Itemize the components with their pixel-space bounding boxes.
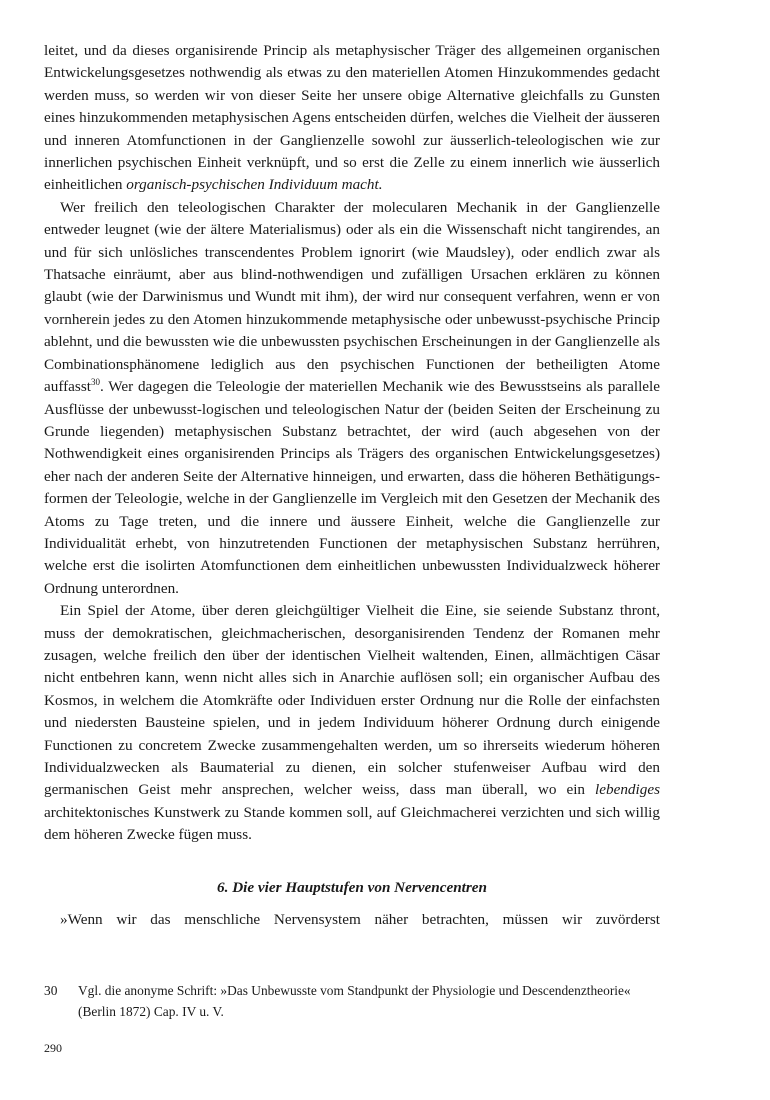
- footnote: [44, 980, 660, 1022]
- footnote-number: 30: [44, 983, 58, 998]
- paragraph-1: [44, 40, 660, 197]
- paragraph-2-text-b: . Wer dagegen die Teleologie der materiellen Mechanik wie des Bewusstseins als parallele Ausflüsse der unbewusst-logischen und teleologischen Natur der (beiden Seiten der Erscheinung zu Grunde liegenden) metaphysischen Substanz betrachtet, der wird (auch abgesehen von der Nothwendigkeit eines organisirenden Princips als Trägers des organischen Entwickelungsgesetzes) eher nach der anderen Seite der Alternative hinneigen, und erwarten, dass die höheren Bethätigungsformen der Teleologie, welche in der Ganglienzelle im Vergleich mit den Gesetzen der Mechanik des Atoms zu Tage treten, und die innere und äussere Einheit, welche die Ganglienzelle zur Individualität erhebt, von hinzutretenden Functionen der metaphysischen Substanz herrühren, welche erst die isolirten Atomfunctionen dem einheitlichen unbewussten Individualzweck höherer Ordnung unterordnen.: [44, 378, 660, 597]
- paragraph-3-text-b: architektonisches Kunstwerk zu Stande kommen soll, auf Gleichmacherei verzichten und sich willig dem höheren Zwecke fügen muss.: [44, 803, 660, 844]
- paragraph-2: [44, 197, 660, 600]
- section-heading: 6. Die vier Hauptstufen von Nervencentren: [217, 878, 487, 896]
- paragraph-3: [44, 600, 660, 846]
- page-body: [44, 40, 660, 931]
- footnote-reference[interactable]: 30: [90, 377, 100, 388]
- paragraph-3-emphasis: lebendiges: [595, 781, 660, 799]
- paragraph-1-text: leitet, und da dieses organisirende Princip als metaphysischer Träger des allgemeinen organischen Entwickelungsgesetzes nothwendig als etwas zu den materiellen Atomen Hinzukommendes gedacht werden muss, so werden wir von dieser Seite her unsere obige Alternative gleichfalls zu Gunsten eines hinzukommenden metaphysischen Agens entscheiden dürfen, welches die Vielheit der äusseren und inneren Atomfunctionen in der Ganglienzelle sowohl zur äusserlich-teleologischen wie zur innerlichen psychischen Einheit verknüpft, und so erst die Zelle zu einem innerlich wie äusserlich einheitlichen: [44, 42, 660, 194]
- paragraph-1-emphasis: organisch-psychischen Individuum macht.: [126, 176, 383, 194]
- footnote-text: Vgl. die anonyme Schrift: »Das Unbewusste vom Standpunkt der Physiologie und Descendenztheorie« (Berlin 1872) Cap. IV u. V.: [78, 983, 631, 1019]
- paragraph-2-text-a: Wer freilich den teleologischen Charakter der molecularen Mechanik in der Ganglienzelle entweder leugnet (wie der ältere Materialismus) oder als ein die Wissenschaft nicht tangirendes, an und für sich unlösliches transcendentes Problem ignorirt (wie Maudsley), oder endlich zwar als Thatsache einräumt, aber aus blind-nothwendigen und zufälligen Ursachen erklären zu können glaubt (wie der Darwinismus und Wundt mit ihm), der wird nur consequent verfahren, wenn er von vornherein jedes zu den Atomen hinzukommende metaphysische oder unbewusst-psychische Princip ablehnt, und die bewussten wie die unbewussten psychischen Erscheinungen in der Ganglienzelle als Combinationsphänomene lediglich aus den psychischen Functionen der betheiligten Atome auffasst: [44, 198, 660, 396]
- section-first-line: »Wenn wir das menschliche Nervensystem näher betrachten, müssen wir zuvörderst: [60, 910, 660, 928]
- page-number: 290: [44, 1041, 62, 1055]
- paragraph-3-text-a: Ein Spiel der Atome, über deren gleichgültiger Vielheit die Eine, sie seiende Substanz thront, muss der demokratischen, gleichmacherischen, desorganisirenden Tendenz der Romanen mehr zusagen, welche freilich den über der identischen Vielheit waltenden, Einen, allmächtigen Cäsar nicht entbehren kann, wenn nicht alles sich in Anarchie auflösen soll; ein organischer Aufbau des Kosmos, in welchem die Atomkräfte oder Individuen erster Ordnung nur die Rolle der einfachsten und niedersten Bausteine spielen, und in jedem Individuum höherer Ordnung durch einigende Functionen zu concretem Zwecke zusammengehalten werden, um so ihrerseits wiederum höheren Individualzwecken als Baumaterial zu dienen, ein solcher stufenweiser Aufbau wird den germanischen Geist mehr ansprechen, welcher weiss, dass man überall, wo ein: [44, 602, 660, 799]
